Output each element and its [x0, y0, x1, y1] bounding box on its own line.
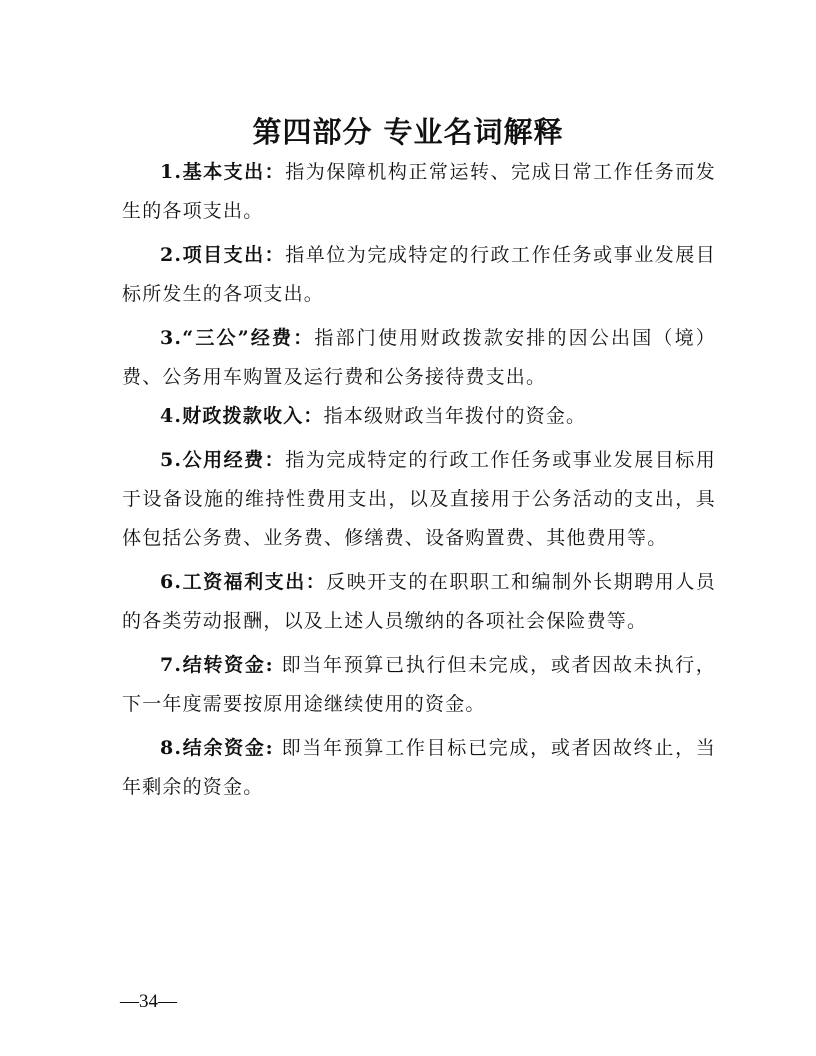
- definition-paragraph: [122, 397, 716, 436]
- page-title: 第四部分 专业名词解释: [252, 115, 564, 149]
- term-definition: 即当年预算已执行但未完成，或者因故未执行，下一年度需要按原用途继续使用的资金。: [122, 654, 716, 715]
- term-label: 4.财政拨款收入：: [160, 405, 324, 427]
- term-label: 2.项目支出：: [160, 244, 286, 266]
- term-label: 7.结转资金:: [160, 654, 274, 676]
- definition-paragraph: [122, 236, 716, 314]
- term-definition: 指本级财政当年拨付的资金。: [323, 405, 587, 427]
- document-body: [122, 153, 716, 807]
- definition-paragraph: [122, 441, 716, 558]
- definition-paragraph: [122, 563, 716, 641]
- term-label: 5.公用经费：: [160, 449, 286, 471]
- page-number: —34—: [120, 991, 177, 1012]
- definition-paragraph: [122, 729, 716, 807]
- term-definition: 指单位为完成特定的行政工作任务或事业发展目标所发生的各项支出。: [122, 244, 716, 305]
- term-definition: 指部门使用财政拨款安排的因公出国（境）费、公务用车购置及运行费和公务接待费支出。: [122, 327, 716, 388]
- definition-paragraph: [122, 153, 716, 231]
- definition-paragraph: [122, 646, 716, 724]
- term-label: 1.基本支出：: [160, 161, 286, 183]
- definition-paragraph: [122, 319, 716, 397]
- term-label: 3.“三公”经费：: [160, 327, 315, 349]
- term-definition: 指为保障机构正常运转、完成日常工作任务而发生的各项支出。: [122, 161, 716, 222]
- term-definition: 即当年预算工作目标已完成，或者因故终止，当年剩余的资金。: [122, 737, 716, 798]
- term-definition: 指为完成特定的行政工作任务或事业发展目标用于设备设施的维持性费用支出，以及直接用于公务活动的支出，具体包括公务费、业务费、修缮费、设备购置费、其他费用等。: [122, 449, 716, 549]
- term-definition: 反映开支的在职职工和编制外长期聘用人员的各类劳动报酬，以及上述人员缴纳的各项社会保险费等。: [122, 571, 716, 632]
- term-label: 8.结余资金:: [160, 737, 274, 759]
- term-label: 6.工资福利支出：: [160, 571, 327, 593]
